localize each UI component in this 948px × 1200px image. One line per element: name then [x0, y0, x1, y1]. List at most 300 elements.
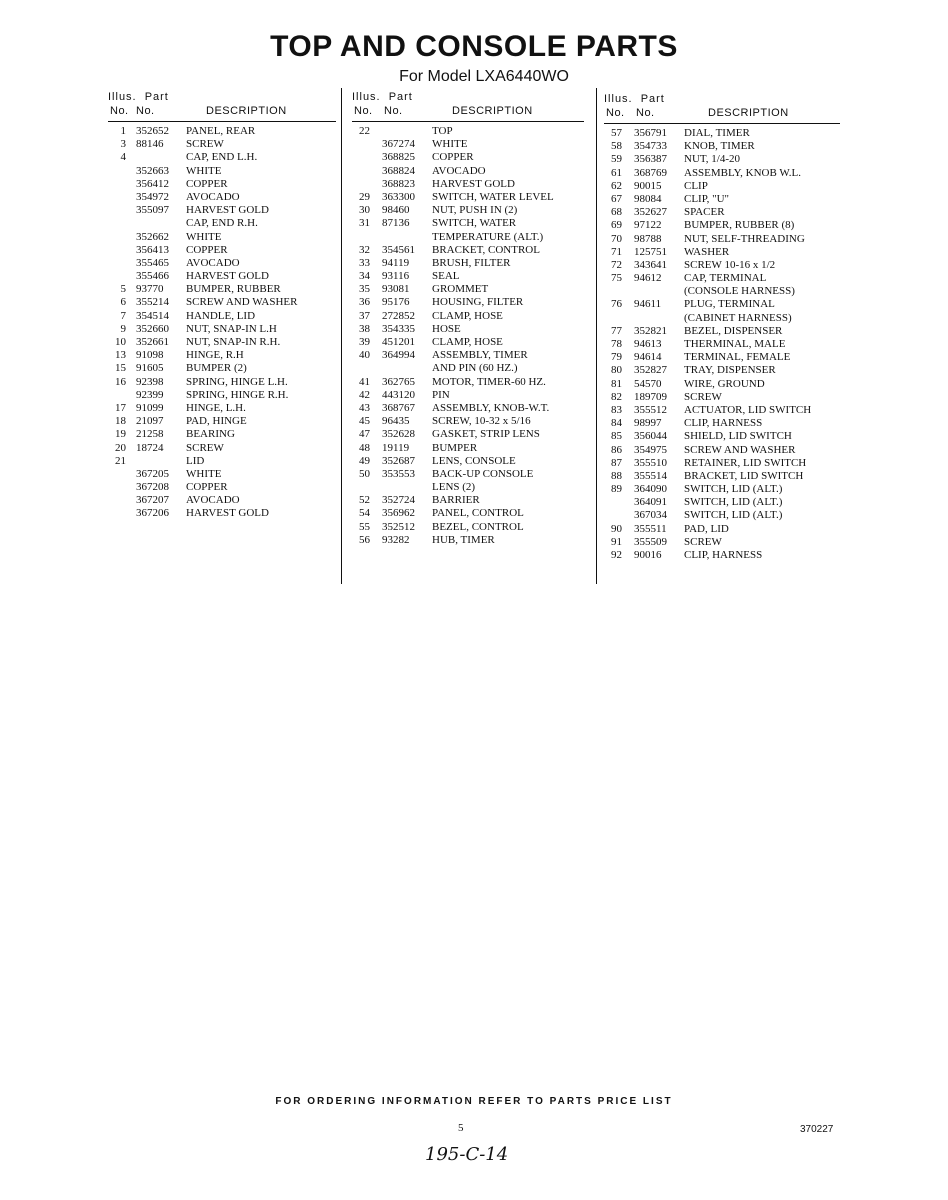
parts-row — [352, 402, 584, 415]
part-number: 272852 — [382, 309, 415, 322]
column-header-bottom — [604, 106, 840, 121]
part-description: BRUSH, FILTER — [432, 256, 511, 269]
parts-rows — [352, 125, 584, 547]
part-number: 355214 — [136, 296, 169, 309]
part-number: 368824 — [382, 164, 415, 177]
parts-row — [352, 217, 584, 230]
part-description: KNOB, TIMER — [684, 140, 755, 153]
parts-row — [352, 138, 584, 151]
part-description: SCREW AND WASHER — [186, 296, 298, 309]
parts-row — [604, 167, 840, 180]
part-number: 352724 — [382, 494, 415, 507]
parts-row — [108, 151, 336, 164]
part-number: 451201 — [382, 336, 415, 348]
part-description: BEZEL, DISPENSER — [684, 324, 783, 337]
parts-row — [352, 481, 584, 494]
part-number: 21258 — [136, 428, 164, 441]
parts-row — [352, 257, 584, 270]
illus-number: 87 — [611, 456, 622, 469]
parts-row — [604, 140, 840, 153]
illus-number: 67 — [611, 192, 622, 205]
parts-row — [108, 442, 336, 455]
parts-row — [352, 270, 584, 283]
parts-row — [604, 233, 840, 246]
parts-row — [108, 296, 336, 309]
part-description: AND PIN (60 HZ.) — [432, 362, 518, 375]
header-rule — [352, 121, 584, 122]
part-number: 90016 — [634, 549, 662, 561]
illus-number: 92 — [611, 549, 622, 561]
part-description: RETAINER, LID SWITCH — [684, 456, 807, 469]
illus-number: 30 — [359, 204, 370, 217]
part-number: 352627 — [634, 206, 667, 219]
part-description: CAP, END R.H. — [186, 217, 258, 230]
part-description: WHITE — [186, 164, 222, 177]
part-number: 355514 — [634, 469, 667, 482]
part-number: 54570 — [634, 377, 662, 390]
illus-number: 16 — [115, 375, 126, 388]
part-description: CLIP — [684, 179, 708, 192]
part-description: TERMINAL, FEMALE — [684, 351, 791, 364]
part-description: NUT, PUSH IN (2) — [432, 204, 518, 217]
parts-row — [604, 180, 840, 193]
part-description: CAP, TERMINAL — [684, 272, 767, 285]
part-number: 352652 — [136, 125, 169, 137]
parts-row — [352, 428, 584, 441]
part-description: HOUSING, FILTER — [432, 296, 524, 309]
illus-number: 34 — [359, 270, 370, 283]
part-description: NUT, SELF-THREADING — [684, 232, 805, 245]
illus-number: 1 — [120, 125, 126, 137]
part-description: BUMPER (2) — [186, 362, 247, 375]
part-number: 98788 — [634, 232, 662, 245]
part-number: 94119 — [382, 256, 410, 269]
parts-row — [108, 494, 336, 507]
illus-number: 78 — [611, 338, 622, 350]
illus-number: 35 — [359, 283, 370, 296]
part-description: ACTUATOR, LID SWITCH — [684, 403, 812, 416]
illus-number: 82 — [611, 390, 622, 403]
illus-number: 58 — [611, 140, 622, 153]
illus-number: 90 — [611, 522, 622, 535]
parts-row — [604, 364, 840, 377]
part-description: NUT, 1/4-20 — [684, 153, 741, 166]
part-description: COPPER — [186, 177, 228, 190]
part-number: 356387 — [634, 153, 667, 166]
parts-row — [108, 349, 336, 362]
part-number: 94611 — [634, 298, 662, 311]
part-no-label: No. — [636, 107, 655, 119]
illus-number: 47 — [359, 428, 370, 441]
part-label: Part — [388, 91, 413, 103]
part-number: 367274 — [382, 138, 415, 151]
part-number: 354335 — [382, 322, 415, 335]
parts-row — [604, 285, 840, 298]
illus-number: 38 — [359, 322, 370, 335]
part-number: 93116 — [382, 270, 410, 283]
parts-row — [352, 455, 584, 468]
part-description: (CONSOLE HARNESS) — [684, 285, 795, 298]
parts-row — [108, 125, 336, 138]
part-number: 189709 — [634, 390, 667, 403]
illus-label: Illus. — [604, 93, 633, 105]
parts-row — [604, 259, 840, 272]
part-description: HARVEST GOLD — [186, 204, 269, 217]
illus-number: 86 — [611, 443, 622, 456]
part-description: TRAY, DISPENSER — [684, 364, 776, 377]
parts-row — [352, 415, 584, 428]
parts-row — [604, 272, 840, 285]
illus-number: 21 — [115, 454, 126, 467]
ordering-footer: FOR ORDERING INFORMATION REFER TO PARTS PRICE LIST — [275, 1096, 673, 1107]
part-number: 21097 — [136, 415, 164, 428]
parts-row — [352, 296, 584, 309]
part-description: DIAL, TIMER — [684, 127, 750, 139]
part-description: SPRING, HINGE L.H. — [186, 375, 288, 388]
illus-label: Illus. — [108, 91, 137, 103]
parts-row — [108, 455, 336, 468]
part-number: 93282 — [382, 533, 410, 546]
part-description: SCREW, 10-32 x 5/16 — [432, 415, 531, 428]
parts-row — [352, 310, 584, 323]
illus-number: 77 — [611, 324, 622, 337]
illus-number: 85 — [611, 430, 622, 443]
part-number: 354975 — [634, 443, 667, 456]
illus-number: 29 — [359, 190, 370, 203]
part-number: 92399 — [136, 388, 164, 401]
part-number: 353553 — [382, 467, 415, 480]
illus-number: 5 — [120, 283, 126, 296]
parts-row — [604, 312, 840, 325]
part-description: SCREW — [684, 535, 722, 548]
part-description: BACK-UP CONSOLE — [432, 467, 534, 480]
illus-number: 70 — [611, 232, 622, 245]
illus-number: 15 — [115, 362, 126, 375]
part-number: 93770 — [136, 283, 164, 296]
illus-number: 13 — [115, 349, 126, 362]
parts-row — [352, 231, 584, 244]
parts-row — [352, 125, 584, 138]
part-description: CAP, END L.H. — [186, 151, 258, 164]
illus-number: 61 — [611, 166, 622, 179]
part-number: 93081 — [382, 283, 410, 296]
part-number: 95176 — [382, 296, 410, 309]
parts-row — [604, 430, 840, 443]
parts-row — [604, 536, 840, 549]
part-number: 87136 — [382, 217, 410, 230]
illus-number: 49 — [359, 454, 370, 467]
illus-number: 22 — [359, 125, 370, 137]
part-description: SWITCH, LID (ALT.) — [684, 496, 783, 509]
model-subtitle: For Model LXA6440WO — [399, 68, 569, 85]
parts-row — [604, 417, 840, 430]
parts-row — [108, 415, 336, 428]
part-description: BEZEL, CONTROL — [432, 520, 524, 533]
part-description: BUMPER, RUBBER — [186, 283, 281, 296]
part-description: ASSEMBLY, TIMER — [432, 349, 528, 362]
document-number: 370227 — [800, 1124, 834, 1135]
part-description: (CABINET HARNESS) — [684, 311, 792, 324]
illus-number: 33 — [359, 256, 370, 269]
part-description: WIRE, GROUND — [684, 377, 765, 390]
part-description: WHITE — [432, 138, 468, 151]
part-number: 367034 — [634, 509, 667, 522]
part-description: LID — [186, 454, 205, 467]
parts-row — [108, 376, 336, 389]
parts-row — [604, 338, 840, 351]
parts-row — [604, 246, 840, 259]
part-number: 352661 — [136, 336, 169, 348]
part-description: SWITCH, WATER LEVEL — [432, 190, 554, 203]
part-description: CLIP, HARNESS — [684, 417, 763, 430]
parts-row — [352, 534, 584, 547]
illus-number: 41 — [359, 375, 370, 388]
part-number: 19119 — [382, 441, 410, 454]
illus-number: 17 — [115, 401, 126, 414]
part-number: 90015 — [634, 179, 662, 192]
part-number: 354561 — [382, 243, 415, 256]
parts-row — [108, 310, 336, 323]
part-number: 443120 — [382, 388, 415, 401]
illus-number: 55 — [359, 520, 370, 533]
parts-row — [108, 428, 336, 441]
parts-row — [352, 521, 584, 534]
column-divider — [341, 88, 342, 584]
parts-row — [604, 325, 840, 338]
parts-row — [108, 165, 336, 178]
parts-row — [352, 283, 584, 296]
part-description: PAD, HINGE — [186, 415, 247, 428]
part-number: 92398 — [136, 375, 164, 388]
parts-row — [108, 336, 336, 349]
part-number: 355097 — [136, 204, 169, 217]
part-number: 91605 — [136, 362, 164, 375]
illus-number: 75 — [611, 272, 622, 285]
part-description: HARVEST GOLD — [186, 507, 269, 520]
part-number: 352821 — [634, 324, 667, 337]
part-description: SWITCH, LID (ALT.) — [684, 483, 783, 496]
part-description: WHITE — [186, 230, 222, 243]
parts-row — [604, 457, 840, 470]
part-description: AVOCADO — [432, 164, 486, 177]
part-description: PANEL, CONTROL — [432, 507, 524, 520]
part-description: PANEL, REAR — [186, 125, 256, 137]
part-description: SPACER — [684, 206, 725, 219]
part-number: 352687 — [382, 454, 415, 467]
parts-row — [604, 523, 840, 536]
parts-column-3 — [604, 92, 840, 562]
part-description: GASKET, STRIP LENS — [432, 428, 540, 441]
illus-number: 91 — [611, 535, 622, 548]
part-description: COPPER — [186, 243, 228, 256]
parts-row — [108, 270, 336, 283]
part-number: 94613 — [634, 338, 662, 350]
parts-row — [352, 362, 584, 375]
page-number: 5 — [458, 1122, 464, 1134]
part-description: HANDLE, LID — [186, 309, 256, 322]
part-description: BEARING — [186, 428, 235, 441]
part-description: SWITCH, WATER — [432, 217, 517, 230]
parts-row — [352, 389, 584, 402]
part-description: SHIELD, LID SWITCH — [684, 430, 792, 443]
parts-row — [604, 483, 840, 496]
handwritten-note: 195-C-14 — [425, 1144, 509, 1165]
description-label: DESCRIPTION — [452, 105, 533, 117]
column-divider — [596, 88, 597, 584]
parts-row — [108, 362, 336, 375]
part-number: 352662 — [136, 230, 169, 243]
part-number: 354733 — [634, 140, 667, 153]
column-header-bottom — [352, 104, 584, 119]
part-number: 363300 — [382, 190, 415, 203]
column-header-top — [604, 92, 840, 106]
part-description: SEAL — [432, 270, 460, 283]
part-number: 355510 — [634, 456, 667, 469]
part-number: 368823 — [382, 177, 415, 190]
illus-number: 32 — [359, 243, 370, 256]
part-description: HARVEST GOLD — [186, 270, 269, 283]
illus-number: 68 — [611, 206, 622, 219]
parts-row — [108, 507, 336, 520]
part-number: 354514 — [136, 309, 169, 322]
parts-row — [604, 444, 840, 457]
parts-row — [108, 283, 336, 296]
illus-number: 6 — [120, 296, 126, 309]
part-label: Part — [640, 93, 665, 105]
illus-number: 50 — [359, 467, 370, 480]
part-number: 355511 — [634, 522, 667, 535]
parts-row — [604, 219, 840, 232]
part-description: BUMPER, RUBBER (8) — [684, 219, 795, 232]
description-label: DESCRIPTION — [206, 105, 287, 117]
part-description: ASSEMBLY, KNOB-W.T. — [432, 401, 550, 414]
illus-number: 76 — [611, 298, 622, 311]
part-number: 356791 — [634, 127, 667, 139]
part-number: 98084 — [634, 192, 662, 205]
illus-number: 20 — [115, 441, 126, 454]
parts-row — [604, 127, 840, 140]
parts-row — [604, 193, 840, 206]
part-number: 364994 — [382, 349, 415, 362]
part-number: 352827 — [634, 364, 667, 377]
column-header-bottom — [108, 104, 336, 119]
column-header-top — [108, 90, 336, 104]
description-label: DESCRIPTION — [708, 107, 789, 119]
parts-row — [108, 257, 336, 270]
illus-number: 3 — [120, 138, 126, 151]
part-description: LENS, CONSOLE — [432, 454, 516, 467]
part-number: 94612 — [634, 272, 662, 285]
part-description: CLIP, HARNESS — [684, 549, 763, 561]
part-description: HINGE, R.H — [186, 349, 244, 362]
illus-no-label: No. — [110, 105, 129, 117]
parts-row — [604, 496, 840, 509]
parts-row — [352, 507, 584, 520]
part-description: PIN — [432, 388, 450, 401]
part-description: BRACKET, CONTROL — [432, 243, 540, 256]
part-description: NUT, SNAP-IN R.H. — [186, 336, 281, 348]
illus-number: 71 — [611, 245, 622, 258]
part-number: 355465 — [136, 256, 169, 269]
part-description: CLAMP, HOSE — [432, 309, 503, 322]
part-description: SCREW AND WASHER — [684, 443, 796, 456]
illus-number: 10 — [115, 336, 126, 348]
parts-row — [352, 151, 584, 164]
part-description: ASSEMBLY, KNOB W.L. — [684, 166, 801, 179]
parts-row — [352, 323, 584, 336]
part-number: 343641 — [634, 258, 667, 271]
part-number: 91098 — [136, 349, 164, 362]
part-number: 91099 — [136, 401, 164, 414]
parts-row — [604, 549, 840, 562]
part-description: LENS (2) — [432, 481, 476, 494]
header-rule — [604, 123, 840, 124]
part-description: THERMINAL, MALE — [684, 338, 786, 350]
parts-row — [108, 178, 336, 191]
part-number: 355466 — [136, 270, 169, 283]
part-description: HINGE, L.H. — [186, 401, 246, 414]
parts-row — [604, 378, 840, 391]
illus-number: 89 — [611, 483, 622, 496]
illus-number: 84 — [611, 417, 622, 430]
part-description: PLUG, TERMINAL — [684, 298, 775, 311]
illus-number: 36 — [359, 296, 370, 309]
parts-row — [604, 206, 840, 219]
parts-row — [352, 468, 584, 481]
parts-column-2 — [352, 90, 584, 547]
illus-number: 7 — [120, 309, 126, 322]
part-number: 98997 — [634, 417, 662, 430]
part-description: SCREW — [186, 138, 224, 151]
part-number: 356413 — [136, 243, 169, 256]
parts-column-1 — [108, 90, 336, 521]
part-number: 355509 — [634, 535, 667, 548]
part-description: BRACKET, LID SWITCH — [684, 469, 804, 482]
illus-number: 80 — [611, 364, 622, 377]
parts-row — [604, 298, 840, 311]
illus-number: 83 — [611, 403, 622, 416]
part-number: 125751 — [634, 245, 667, 258]
part-description: BUMPER — [432, 441, 478, 454]
part-description: WHITE — [186, 467, 222, 480]
parts-row — [604, 351, 840, 364]
parts-row — [108, 204, 336, 217]
illus-number: 54 — [359, 507, 370, 520]
part-description: AVOCADO — [186, 256, 240, 269]
part-number: 354972 — [136, 190, 169, 203]
illus-number: 62 — [611, 179, 622, 192]
part-description: AVOCADO — [186, 494, 240, 507]
part-description: TOP — [432, 125, 453, 137]
illus-number: 48 — [359, 441, 370, 454]
part-number: 356412 — [136, 177, 169, 190]
part-number: 364090 — [634, 483, 667, 496]
parts-row — [352, 191, 584, 204]
parts-row — [108, 231, 336, 244]
part-number: 352628 — [382, 428, 415, 441]
illus-number: 72 — [611, 258, 622, 271]
parts-row — [352, 204, 584, 217]
illus-number: 4 — [120, 151, 126, 164]
part-description: COPPER — [432, 151, 474, 164]
part-number: 368767 — [382, 401, 415, 414]
illus-number: 57 — [611, 127, 622, 139]
illus-number: 52 — [359, 494, 370, 507]
part-number: 368825 — [382, 151, 415, 164]
illus-number: 69 — [611, 219, 622, 232]
illus-number: 56 — [359, 533, 370, 546]
parts-row — [108, 191, 336, 204]
